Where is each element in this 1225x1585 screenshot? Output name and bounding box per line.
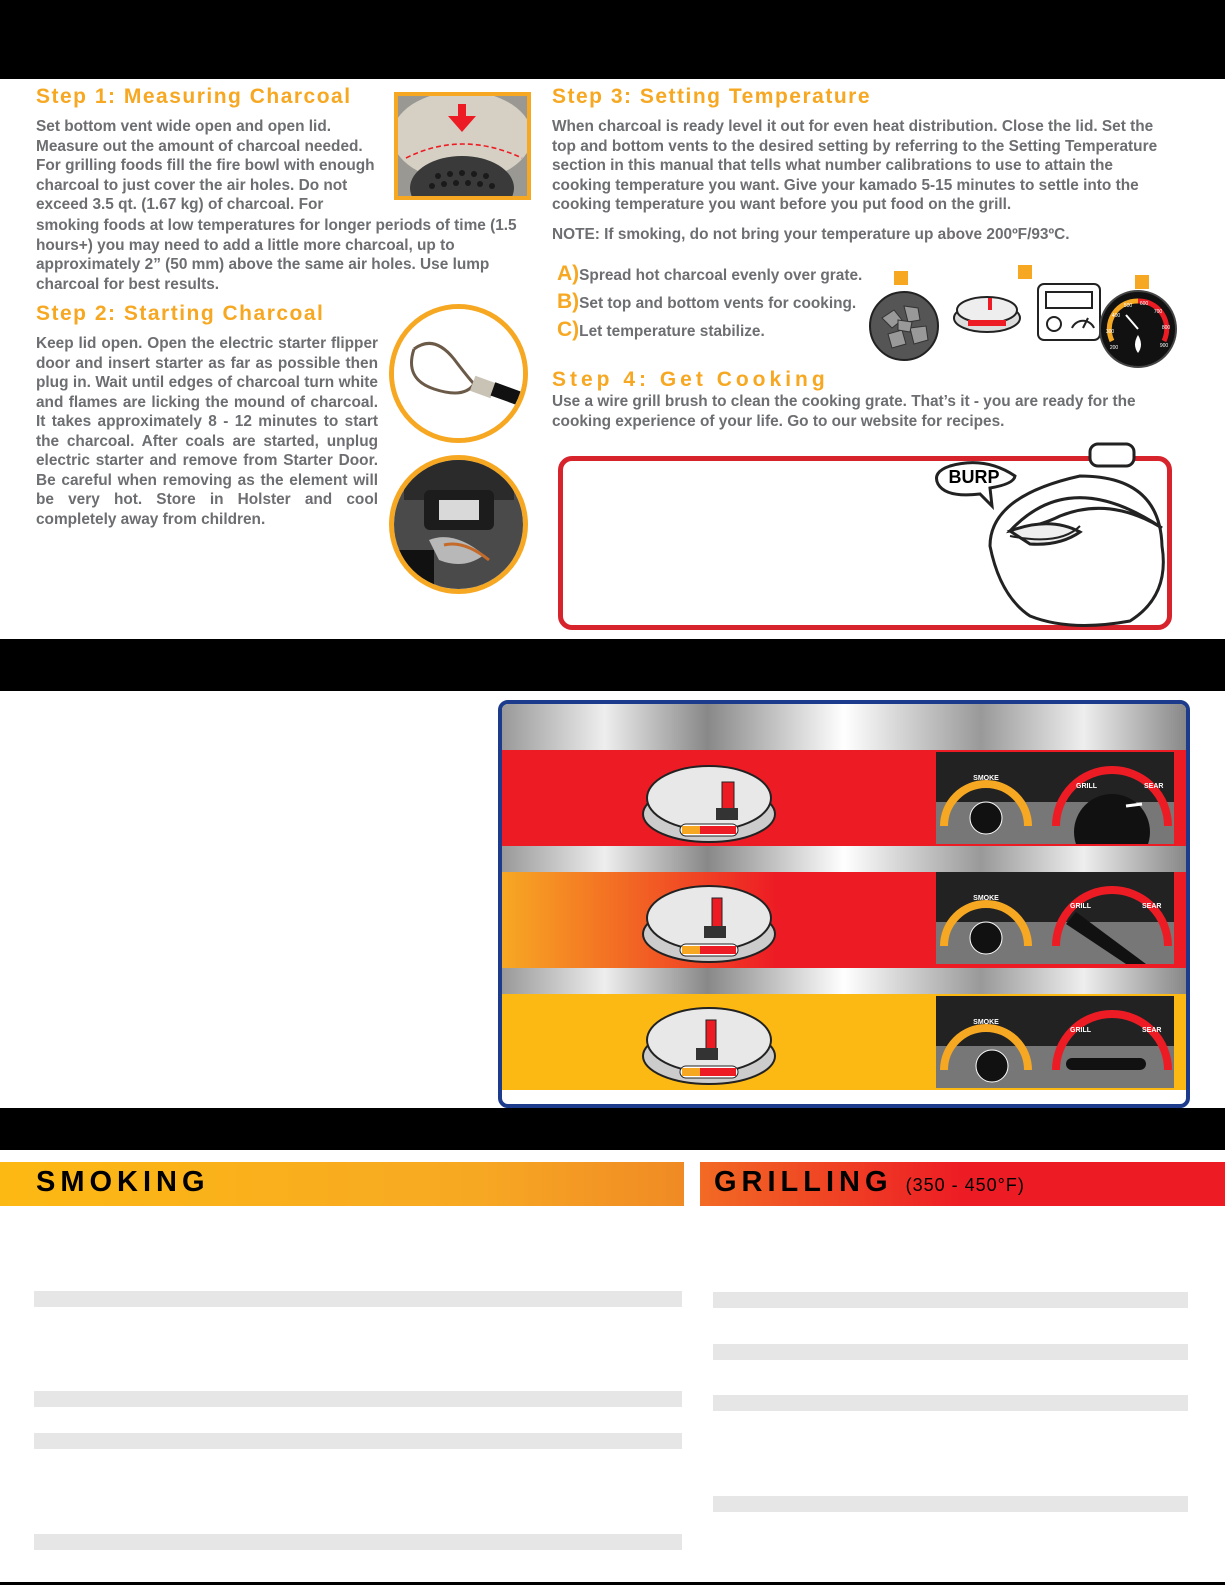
thermo-tick-300: 300: [1105, 329, 1115, 335]
step2-title: Step 2: Starting Charcoal: [36, 302, 325, 325]
step4-title: Step 4: Get Cooking: [552, 368, 829, 391]
dial-set-sear: [936, 752, 1174, 844]
step4-text: Use a wire grill brush to clean the cooking grate. That’s it - you are ready for the cooking experience of your life. Go to our website for recipes.: [552, 393, 1136, 430]
dial-grill-smoke-label: SMOKE: [973, 895, 999, 902]
dial-sear-grill-label: GRILL: [1076, 783, 1097, 790]
dial-sear-sear-label: SEAR: [1144, 783, 1164, 790]
item-b-text: Set top and bottom vents for cooking.: [579, 295, 857, 312]
smoking-row-bar-3: [34, 1433, 682, 1449]
chrome-strip-top: [502, 704, 1186, 750]
thermo-tick-600: 600: [1139, 301, 1149, 307]
grilling-row-bar-2: [713, 1344, 1188, 1360]
step1-title: Step 1: Measuring Charcoal: [36, 85, 352, 108]
step3-item-c: [557, 318, 765, 342]
electric-starter-image: [389, 304, 528, 443]
step2-text: Keep lid open. Open the electric starter flipper door and insert starter as far as possible then plug in. Wait until edges of charcoal turn white and flames are licking the mound of charcoal. It takes approximately 8 - 12 minutes to start the charcoal. After coals are started, unplug electric starter and remove from Starter Door. Be careful when removing as the element will be very hot. Store in Holster and cool completely away from children.: [36, 335, 378, 528]
thermo-tick-200: 200: [1109, 345, 1119, 351]
top-vent-smoke-icon: [640, 998, 778, 1088]
grilling-title: [714, 1166, 1025, 1199]
middle-header-band: [0, 639, 1225, 691]
dial-set-smoke: [936, 996, 1174, 1088]
item-c-text: Let temperature stabilize.: [579, 323, 765, 340]
thermo-tick-800: 800: [1161, 325, 1171, 331]
dial-set-grill: [936, 872, 1174, 964]
item-a-letter: A): [557, 262, 580, 285]
step3-note: NOTE: If smoking, do not bring your temperature up above 200ºF/93ºC.: [552, 226, 1070, 243]
burp-label: BURP: [948, 467, 1000, 487]
top-vent-sear-icon: [640, 756, 778, 846]
dial-smoke-smoke-label: SMOKE: [973, 1019, 999, 1026]
item-c-letter: C): [557, 318, 580, 341]
top-vent-grill-icon: [640, 876, 778, 966]
step1-text-bottom: smoking foods at low temperatures for longer periods of time (1.5 hours+) you may need to add a little more charcoal, up to approximately 2” (50 mm) above the same air holes. Use lump charcoal for best results.: [36, 217, 517, 293]
charcoal-grate-icon: [868, 290, 940, 362]
chrome-strip-3: [502, 968, 1186, 994]
starter-door-image: [389, 455, 528, 594]
chrome-strip-2: [502, 846, 1186, 872]
step1-text-top: Set bottom vent wide open and open lid. Measure out the amount of charcoal needed. For grilling foods fill the fire bowl with enough charcoal to just cover the air holes. Do not exceed 3.5 qt. (1.67 kg) of charcoal. For: [36, 118, 375, 213]
step3-item-b: [557, 290, 856, 314]
item-b-letter: B): [557, 290, 580, 313]
top-header-band: [0, 0, 1225, 79]
grilling-row-bar-3: [713, 1395, 1188, 1411]
marker-b: [1018, 265, 1032, 279]
grilling-header: [700, 1162, 1225, 1206]
kamado-mascot-illustration: [930, 436, 1180, 632]
step3-title: Step 3: Setting Temperature: [552, 85, 871, 108]
dial-grill-grill-label: GRILL: [1070, 903, 1091, 910]
step3-item-a: [557, 262, 862, 286]
marker-a: [894, 271, 908, 285]
grilling-title-word: GRILLING: [714, 1166, 893, 1198]
smoking-row-bar-2: [34, 1391, 682, 1407]
thermometer-icon: [1098, 289, 1178, 369]
dial-smoke-grill-label: GRILL: [1070, 1027, 1091, 1034]
smoking-row-bar-4: [34, 1534, 682, 1550]
grilling-row-bar-1: [713, 1292, 1188, 1308]
marker-c: [1135, 275, 1149, 289]
smoking-row-bar-1: [34, 1291, 682, 1307]
dial-smoke-sear-label: SEAR: [1142, 1027, 1162, 1034]
dial-grill-sear-label: SEAR: [1142, 903, 1162, 910]
item-a-text: Spread hot charcoal evenly over grate.: [579, 267, 863, 284]
bottom-vent-small-icon: [1036, 282, 1102, 342]
charcoal-bowl-image: [394, 92, 531, 200]
grilling-row-bar-4: [713, 1496, 1188, 1512]
thermo-tick-900: 900: [1159, 343, 1169, 349]
grilling-range: (350 - 450°F): [905, 1175, 1025, 1195]
thermo-tick-700: 700: [1153, 309, 1163, 315]
thermo-tick-500: 500: [1123, 303, 1133, 309]
top-vent-small-icon: [952, 290, 1022, 334]
step3-text: When charcoal is ready level it out for even heat distribution. Close the lid. Set the top and bottom vents to the desired setting by referring to the Setting Temperature section in this manual that tells what number calibrations to use to attain the cooking temperature you want. Give your kamado 5-15 minutes to settle into the cooking temperature you want before you put food on the grill.: [552, 118, 1158, 213]
vent-setting-panel: [498, 700, 1190, 1108]
dial-sear-smoke-label: SMOKE: [973, 775, 999, 782]
lower-header-band: [0, 1108, 1225, 1150]
smoking-header: [0, 1162, 684, 1206]
thermo-tick-400: 400: [1111, 313, 1121, 319]
smoking-title: SMOKING: [36, 1166, 210, 1198]
